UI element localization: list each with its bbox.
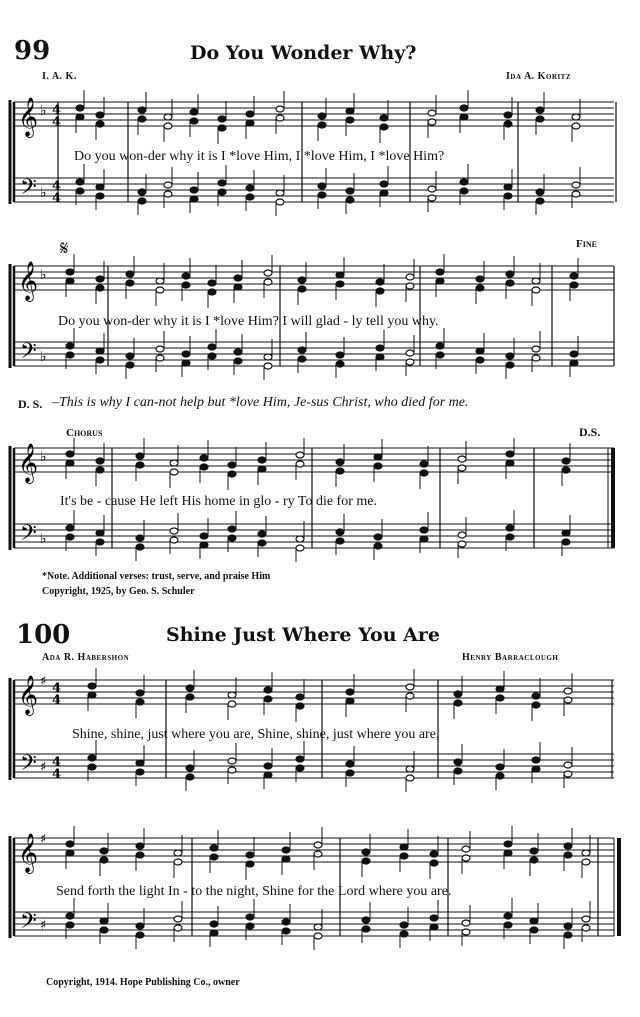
hymn-composer-100: Henry Barraclough — [462, 652, 559, 663]
lyric-line: It's be - cause He left His home in glo - ry To die for me. — [60, 494, 377, 509]
lyric-line: Do you won-der why it is I *love Him, I *love Him, I *love Him? — [74, 149, 445, 164]
ds-mark: D.S. — [579, 425, 601, 439]
svg-text:4: 4 — [52, 681, 62, 696]
copyright-99: Copyright, 1925, by Geo. S. Schuler — [42, 586, 195, 597]
svg-text:𝄢: 𝄢 — [20, 909, 37, 939]
svg-text:♯: ♯ — [40, 760, 47, 775]
fine-mark: Fine — [576, 238, 597, 250]
svg-text:4: 4 — [52, 115, 62, 130]
hymn-author-100: Ada R. Habershon — [42, 652, 130, 663]
svg-text:4: 4 — [52, 191, 62, 206]
svg-text:♭: ♭ — [40, 349, 47, 365]
hymn-author-99: I. A. K. — [42, 71, 77, 82]
lyric-line: Send forth the light In - to the night, Shine for the Lord where you are. — [56, 884, 452, 899]
svg-text:4: 4 — [52, 103, 62, 118]
hymn-number-100: 100 — [16, 620, 71, 650]
lyric-line: Do you won-der why it is I *love Him? I will glad - ly tell you why. — [58, 314, 439, 329]
svg-text:𝄞: 𝄞 — [18, 675, 39, 715]
svg-text:♭: ♭ — [40, 103, 47, 119]
svg-text:♭: ♭ — [40, 449, 47, 465]
hymn-number-99: 99 — [14, 36, 51, 66]
ds-label: D. S. — [18, 397, 43, 411]
svg-text:4: 4 — [52, 693, 62, 708]
svg-text:𝄢: 𝄢 — [20, 339, 37, 369]
lyric-line: Shine, shine, just where you are, Shine, shine, just where you are, — [72, 727, 440, 742]
svg-text:4: 4 — [52, 755, 62, 770]
svg-text:♭: ♭ — [40, 531, 47, 547]
chorus-mark: Chorus — [66, 427, 103, 439]
svg-text:𝄞: 𝄞 — [18, 97, 39, 137]
svg-text:𝄞: 𝄞 — [18, 261, 39, 301]
svg-text:4: 4 — [52, 767, 62, 782]
svg-text:𝄢: 𝄢 — [20, 521, 37, 551]
svg-text:♭: ♭ — [40, 267, 47, 283]
footnote: *Note. Additional verses: trust, serve, and praise Him — [42, 571, 271, 582]
svg-text:𝄞: 𝄞 — [18, 443, 39, 483]
svg-text:𝄢: 𝄢 — [20, 751, 37, 781]
hymn-title-99: Do You Wonder Why? — [190, 42, 417, 64]
svg-text:𝄞: 𝄞 — [18, 833, 39, 873]
svg-text:𝄢: 𝄢 — [20, 175, 37, 205]
ds-text: –This is why I can-not help but *love Him, Je-sus Christ, who died for me. — [52, 395, 469, 410]
hymn-title-100: Shine Just Where You Are — [166, 624, 440, 646]
svg-text:4: 4 — [52, 179, 62, 194]
svg-text:♯: ♯ — [40, 674, 47, 689]
segno-sign: 𝄋 — [60, 236, 69, 260]
copyright-100: Copyright, 1914. Hope Publishing Co., owner — [46, 977, 240, 988]
svg-text:♭: ♭ — [40, 185, 47, 201]
svg-text:♯: ♯ — [40, 832, 47, 847]
svg-text:♯: ♯ — [40, 918, 47, 933]
hymn-composer-99: Ida A. Koritz — [506, 71, 572, 82]
